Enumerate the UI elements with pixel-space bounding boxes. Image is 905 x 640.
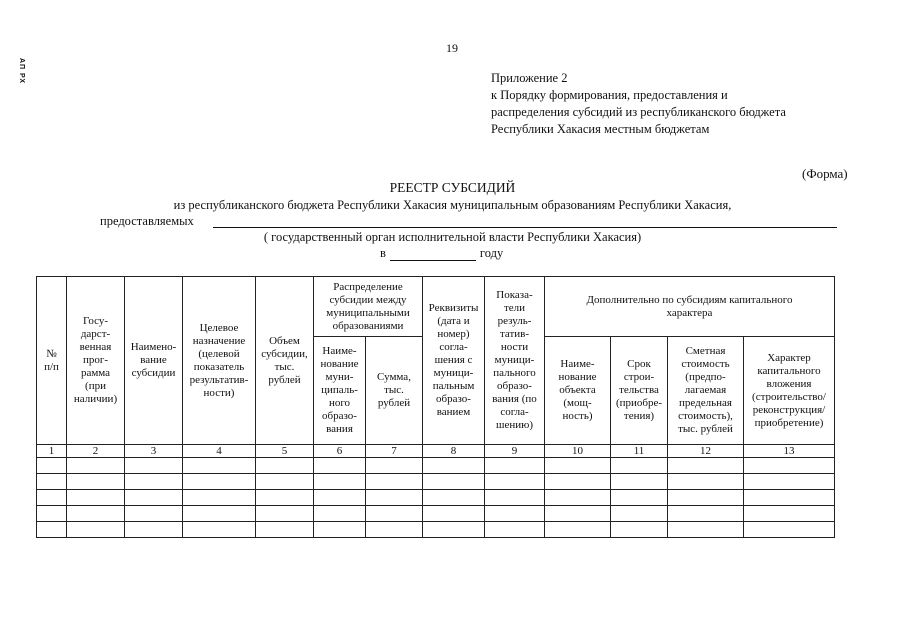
year-line xyxy=(380,246,503,261)
table-row xyxy=(37,490,835,506)
appendix-header xyxy=(491,70,786,138)
column-number: 13 xyxy=(744,445,835,458)
header-agreement-details: Реквизиты (дата и номер) согла- шения с муници- пальным образо- ванием xyxy=(423,277,485,445)
header-subsidy-volume: Объем субсидии, тыс. рублей xyxy=(256,277,314,445)
column-number: 8 xyxy=(423,445,485,458)
column-number: 4 xyxy=(183,445,256,458)
column-number: 10 xyxy=(545,445,611,458)
column-number: 7 xyxy=(366,445,423,458)
header-number: № п/п xyxy=(37,277,67,445)
header-municipality-name: Наиме- нование муни- ципаль- ного образо- вания xyxy=(314,337,366,445)
column-number: 3 xyxy=(125,445,183,458)
column-number: 1 xyxy=(37,445,67,458)
side-margin-mark: АП РХ xyxy=(18,58,25,85)
header-estimated-cost: Сметная стоимость (предпо- лагаемая предельная стоимость), тыс. рублей xyxy=(668,337,744,445)
organ-fill-line xyxy=(213,227,837,228)
year-suffix: году xyxy=(479,246,504,260)
header-construction-term: Срок строи- тельства (приобре- тения) xyxy=(611,337,668,445)
table-row xyxy=(37,522,835,538)
header-capital-group: Дополнительно по субсидиям капитального характера xyxy=(545,277,835,337)
header-target-purpose: Целевое назначение (целевой показатель результатив- ности) xyxy=(183,277,256,445)
header-distribution-group: Распределение субсидии между муниципальными образованиями xyxy=(314,277,423,337)
provided-label: предоставляемых xyxy=(100,214,194,228)
document-subtitle: из республиканского бюджета Республики Хакасия муниципальным образованиям Республики Хакасия, xyxy=(173,198,732,212)
year-prefix: в xyxy=(380,246,386,260)
table-row xyxy=(37,506,835,522)
form-label: (Форма) xyxy=(802,166,848,181)
column-number: 5 xyxy=(256,445,314,458)
appendix-line: распределения субсидий из республиканского бюджета xyxy=(491,105,786,119)
year-blank xyxy=(390,248,476,261)
header-performance-indicators: Показа- тели резуль- татив- ности муници- пального образо- вания (по согла- шению) xyxy=(485,277,545,445)
appendix-line: к Порядку формирования, предоставления и xyxy=(491,88,728,102)
header-amount: Сумма, тыс. рублей xyxy=(366,337,423,445)
column-number: 6 xyxy=(314,445,366,458)
header-investment-type: Характер капитального вложения (строительство/ реконструкция/ приобретение) xyxy=(744,337,835,445)
column-number: 2 xyxy=(67,445,125,458)
table-row xyxy=(37,474,835,490)
organ-caption: ( государственный орган исполнительной власти Республики Хакасия) xyxy=(263,230,642,244)
header-object-name: Наиме- нование объекта (мощ- ность) xyxy=(545,337,611,445)
table-row xyxy=(37,458,835,474)
header-subsidy-name: Наимено- вание субсидии xyxy=(125,277,183,445)
page-number: 19 xyxy=(446,41,458,55)
registry-table xyxy=(36,276,835,538)
header-state-program: Госу- дарст- венная прог- рамма (при наличии) xyxy=(67,277,125,445)
column-number: 12 xyxy=(668,445,744,458)
appendix-line: Приложение 2 xyxy=(491,71,568,85)
column-number: 9 xyxy=(485,445,545,458)
appendix-line: Республики Хакасия местным бюджетам xyxy=(491,122,710,136)
column-number: 11 xyxy=(611,445,668,458)
document-title: РЕЕСТР СУБСИДИЙ xyxy=(389,180,516,195)
